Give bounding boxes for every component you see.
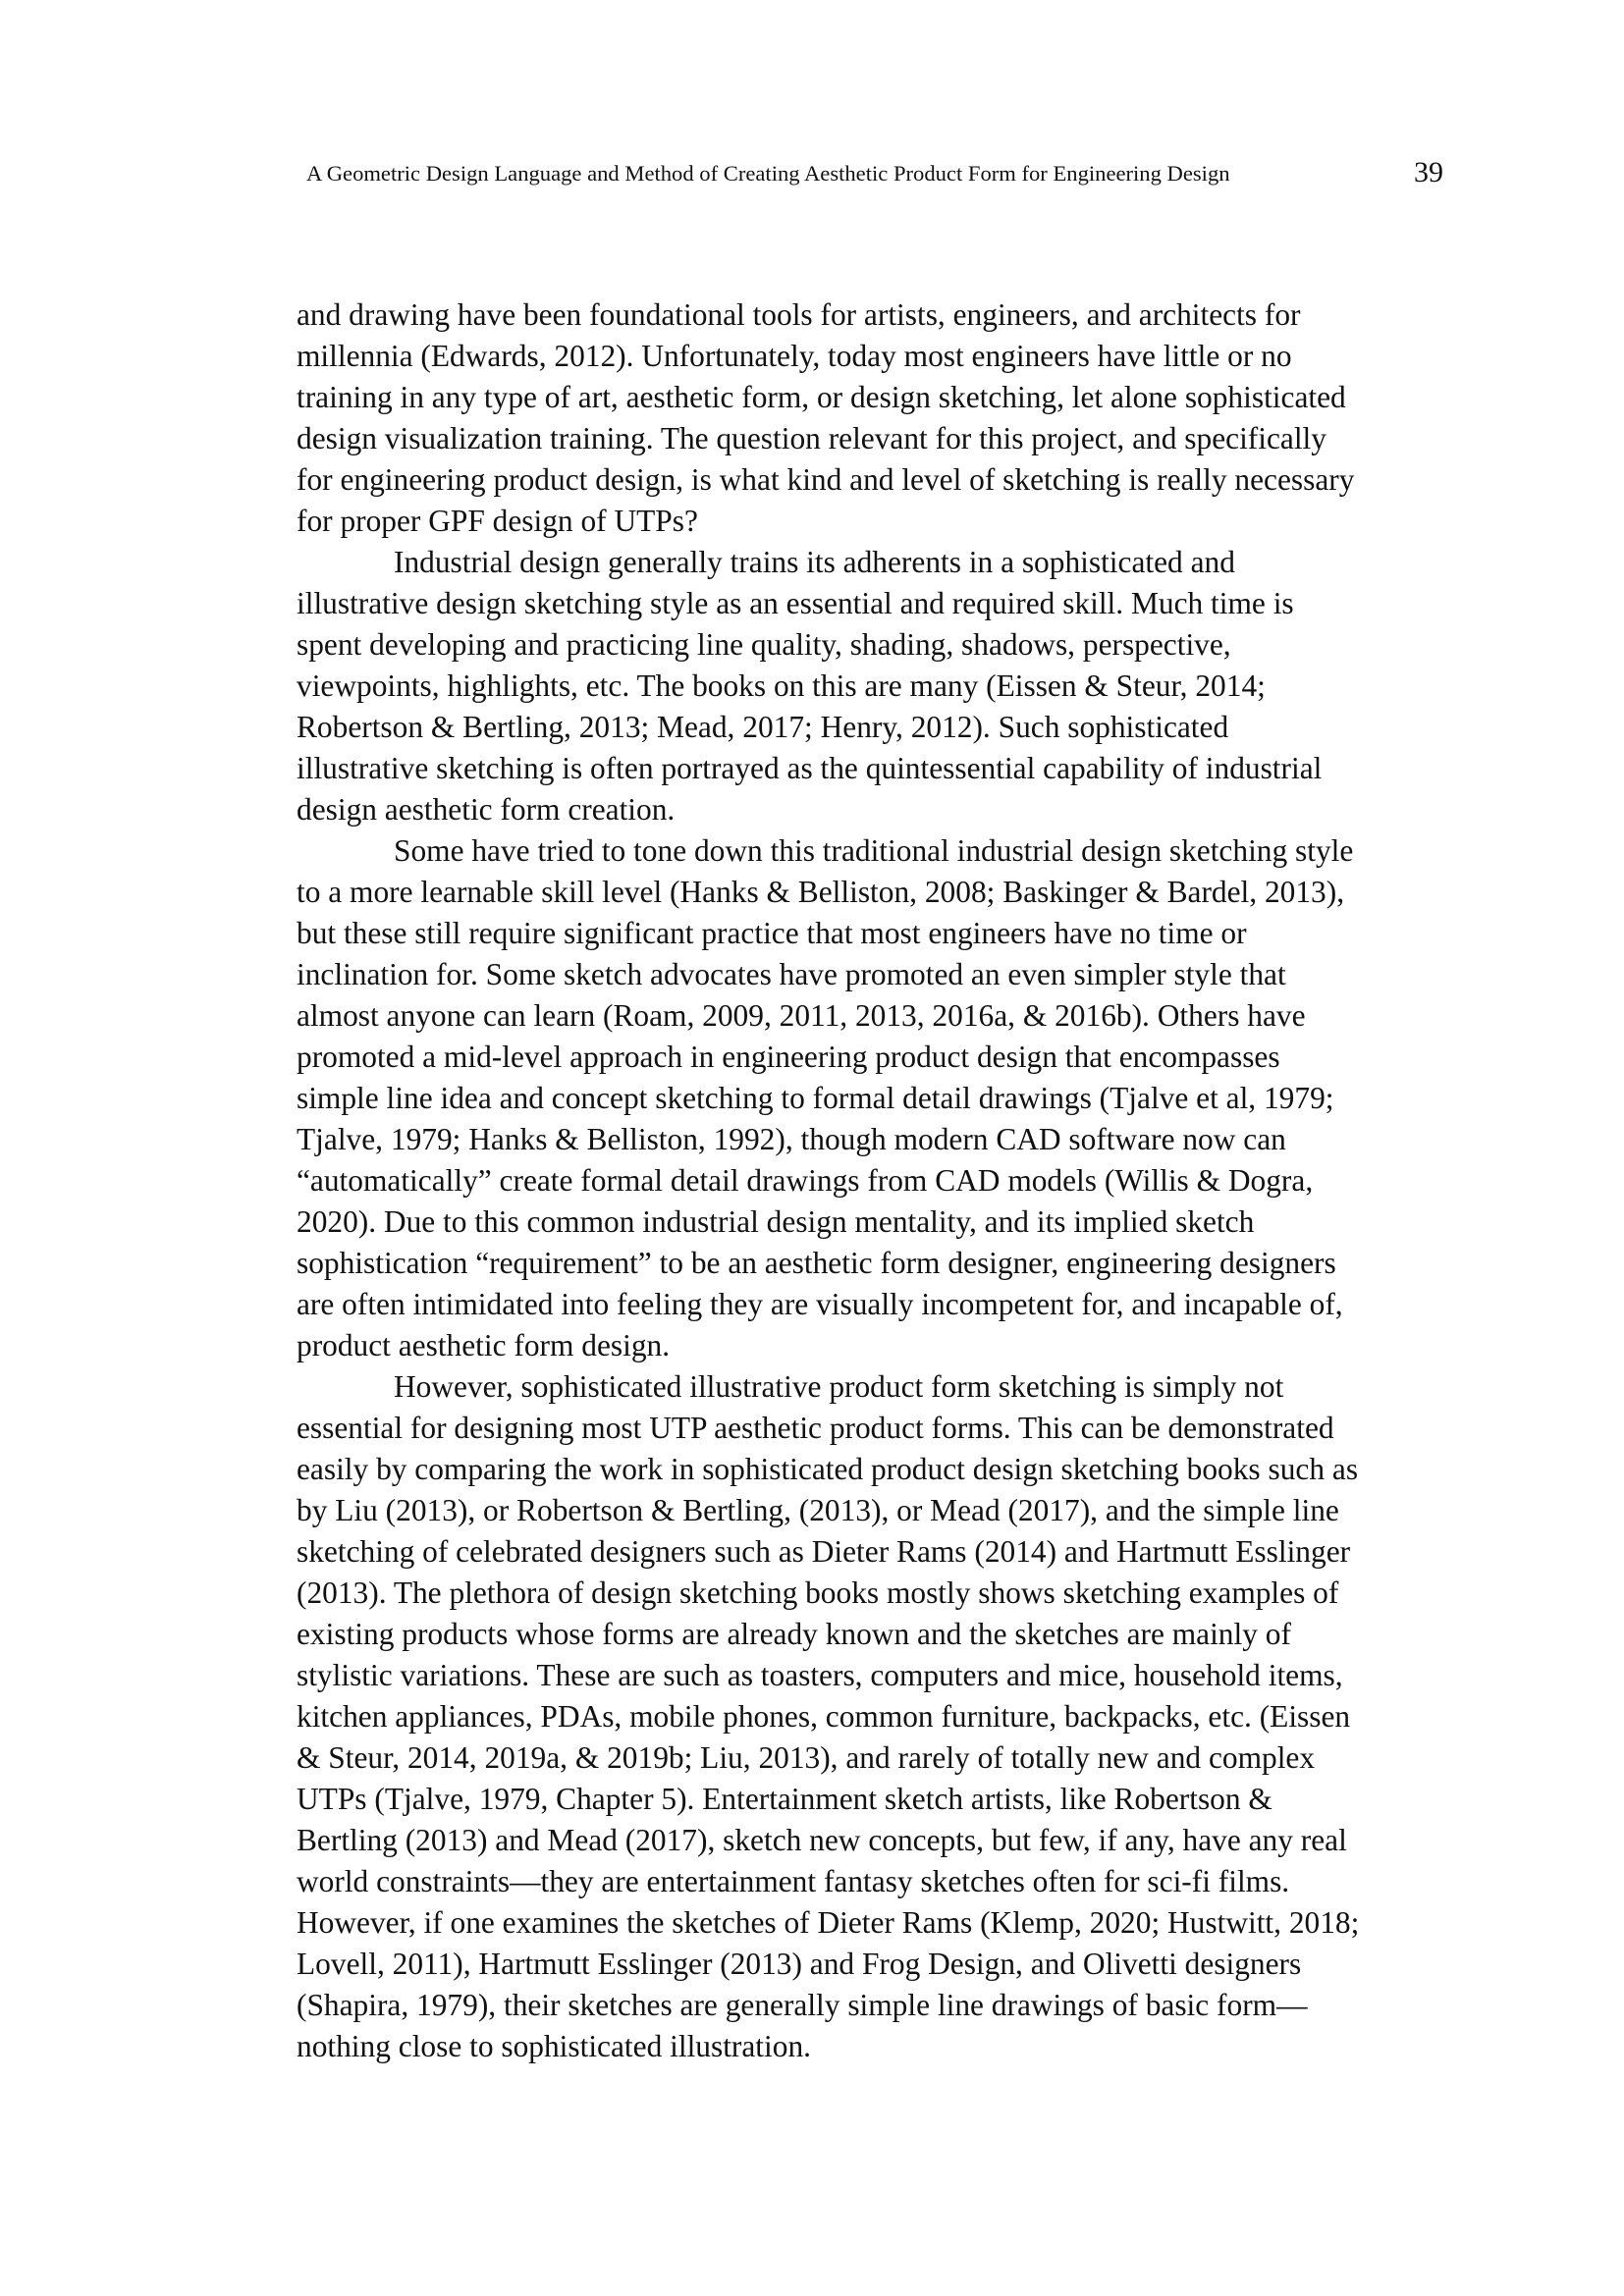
text-line: and drawing have been foundational tools for artists, engineers, and architects for <box>297 297 1301 332</box>
text-line: to a more learnable skill level (Hanks & Belliston, 2008; Baskinger & Bardel, 2013), <box>297 875 1345 909</box>
text-line: nothing close to sophisticated illustration. <box>297 2029 811 2063</box>
text-line: “automatically” create formal detail drawings from CAD models (Willis & Dogra, <box>297 1163 1314 1198</box>
text-line: product aesthetic form design. <box>297 1328 671 1362</box>
paragraph <box>297 542 1445 830</box>
text-line: promoted a mid-level approach in engineering product design that encompasses <box>297 1040 1280 1074</box>
text-line: Lovell, 2011), Hartmutt Esslinger (2013) and Frog Design, and Olivetti designers <box>297 1947 1302 1981</box>
text-line: Tjalve, 1979; Hanks & Belliston, 1992), though modern CAD software now can <box>297 1122 1286 1156</box>
paragraph <box>297 830 1445 1366</box>
text-line: existing products whose forms are already known and the sketches are mainly of <box>297 1617 1291 1651</box>
paragraph <box>297 1366 1445 2067</box>
text-line: viewpoints, highlights, etc. The books on this are many (Eissen & Steur, 2014; <box>297 668 1266 703</box>
text-line: world constraints—they are entertainment fantasy sketches often for sci-fi films. <box>297 1864 1290 1898</box>
running-header <box>306 157 1443 192</box>
running-title: A Geometric Design Language and Method of Creating Aesthetic Product Form for Engineering Design <box>306 161 1230 186</box>
text-line: but these still require significant practice that most engineers have no time or <box>297 916 1247 950</box>
text-line: design visualization training. The question relevant for this project, and specifically <box>297 421 1326 455</box>
text-line: Bertling (2013) and Mead (2017), sketch new concepts, but few, if any, have any real <box>297 1823 1347 1857</box>
text-line: Robertson & Bertling, 2013; Mead, 2017; Henry, 2012). Such sophisticated <box>297 710 1229 744</box>
text-line: illustrative sketching is often portrayed as the quintessential capability of industrial <box>297 751 1323 785</box>
text-line: sophistication “requirement” to be an aesthetic form designer, engineering designers <box>297 1246 1336 1280</box>
text-line: simple line idea and concept sketching to formal detail drawings (Tjalve et al, 1979; <box>297 1081 1334 1115</box>
text-line: inclination for. Some sketch advocates have promoted an even simpler style that <box>297 957 1286 991</box>
text-line: (Shapira, 1979), their sketches are generally simple line drawings of basic form— <box>297 1988 1308 2022</box>
text-line: However, sophisticated illustrative product form sketching is simply not <box>394 1369 1284 1404</box>
text-line: kitchen appliances, PDAs, mobile phones, common furniture, backpacks, etc. (Eissen <box>297 1699 1351 1734</box>
text-line: almost anyone can learn (Roam, 2009, 2011, 2013, 2016a, & 2016b). Others have <box>297 998 1306 1033</box>
text-line: by Liu (2013), or Robertson & Bertling, (2013), or Mead (2017), and the simple line <box>297 1493 1339 1527</box>
text-line: Industrial design generally trains its adherents in a sophisticated and <box>394 545 1235 579</box>
text-line: 2020). Due to this common industrial design mentality, and its implied sketch <box>297 1204 1255 1239</box>
text-line: spent developing and practicing line quality, shading, shadows, perspective, <box>297 627 1231 662</box>
text-line: illustrative design sketching style as an essential and required skill. Much time is <box>297 586 1294 620</box>
text-line: for engineering product design, is what kind and level of sketching is really necessary <box>297 462 1355 497</box>
text-line: easily by comparing the work in sophisticated product design sketching books such as <box>297 1452 1359 1486</box>
text-line: stylistic variations. These are such as toasters, computers and mice, household items, <box>297 1658 1343 1692</box>
body-text <box>297 294 1445 2067</box>
text-line: training in any type of art, aesthetic form, or design sketching, let alone sophisticated <box>297 380 1346 414</box>
text-line: (2013). The plethora of design sketching books mostly shows sketching examples of <box>297 1575 1339 1610</box>
text-line: essential for designing most UTP aesthetic product forms. This can be demonstrated <box>297 1411 1334 1445</box>
text-line: sketching of celebrated designers such as Dieter Rams (2014) and Hartmutt Esslinger <box>297 1534 1351 1569</box>
text-line: UTPs (Tjalve, 1979, Chapter 5). Entertainment sketch artists, like Robertson & <box>297 1782 1272 1816</box>
text-line: Some have tried to tone down this traditional industrial design sketching style <box>394 833 1354 868</box>
paragraph <box>297 294 1445 542</box>
page-number: 39 <box>1414 156 1443 188</box>
text-line: However, if one examines the sketches of Dieter Rams (Klemp, 2020; Hustwitt, 2018; <box>297 1905 1360 1940</box>
text-line: for proper GPF design of UTPs? <box>297 504 698 538</box>
text-line: design aesthetic form creation. <box>297 792 676 827</box>
text-line: millennia (Edwards, 2012). Unfortunately, today most engineers have little or no <box>297 339 1292 373</box>
text-line: & Steur, 2014, 2019a, & 2019b; Liu, 2013), and rarely of totally new and complex <box>297 1740 1316 1775</box>
text-line: are often intimidated into feeling they are visually incompetent for, and incapable of, <box>297 1287 1343 1321</box>
